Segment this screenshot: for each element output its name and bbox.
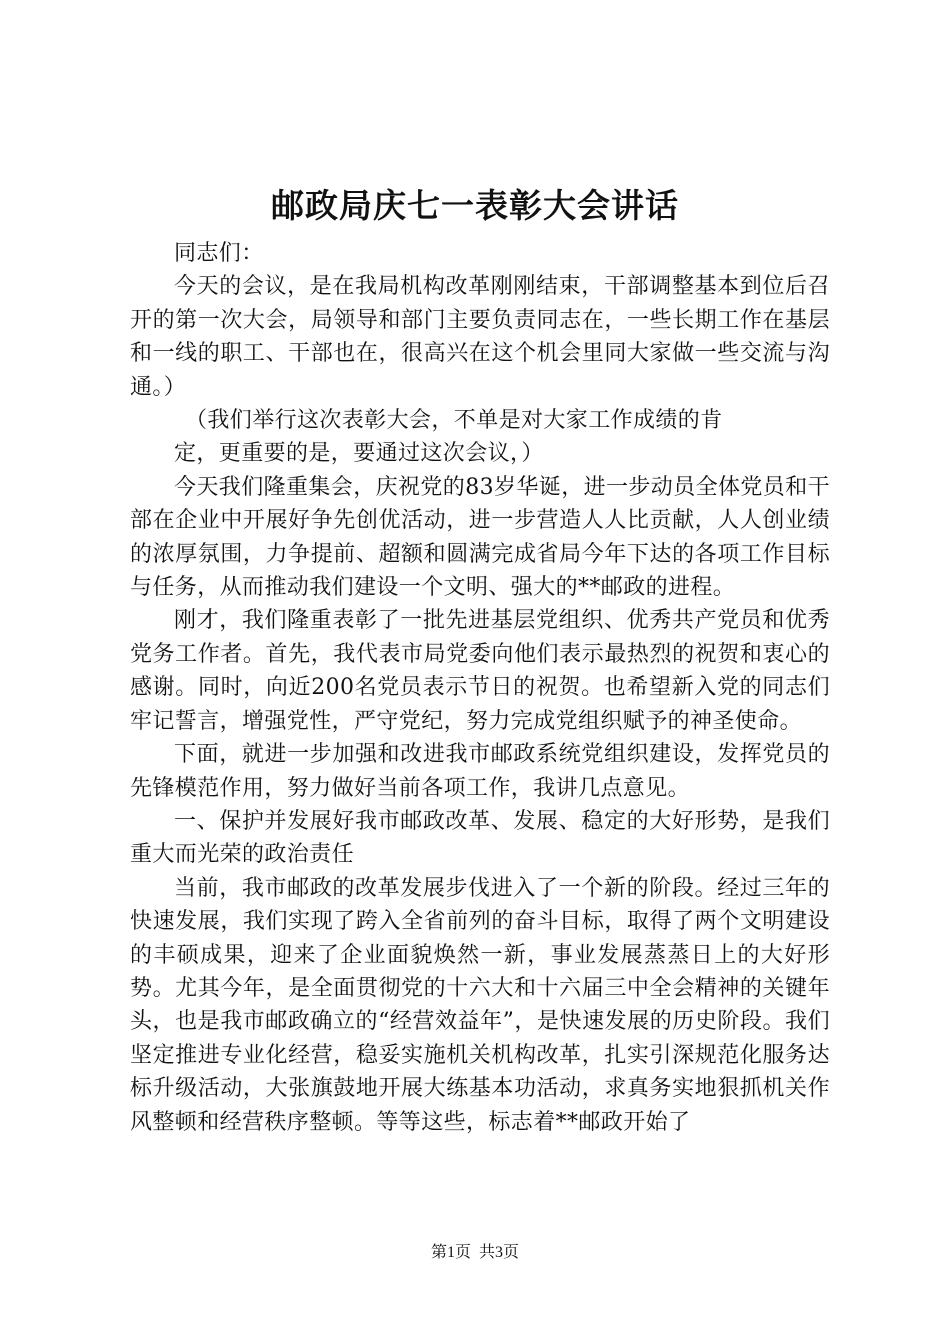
salutation-paragraph: 同志们： <box>174 241 264 266</box>
body-paragraph: 下面，就进一步加强和改进我市邮政系统党组织建设，发挥党员的先锋模范作用，努力做好当前各项工作，我讲几点意见。 <box>130 742 830 801</box>
parenthetical-continuation: 定，更重要的是，要通过这次会议，） <box>174 441 544 467</box>
page-total: 共3页 <box>479 1244 520 1261</box>
section-heading: 一、保护并发展好我市邮政改革、发展、稳定的大好形势，是我们重大而光荣的政治责任 <box>130 808 830 868</box>
document-title: 邮政局庆七一表彰大会讲话 <box>271 186 679 225</box>
parenthetical-text: （我们举行这次表彰大会，不单是对大家工作成绩的肯 <box>185 408 723 434</box>
body-paragraph: 当前，我市邮政的改革发展步伐进入了一个新的阶段。经过三年的快速发展，我们实现了跨入全省前列的奋斗目标，取得了两个文明建设的丰硕成果，迎来了企业面貌焕然一新，事业发展蒸蒸日上的大好形势。尤其今年，是全面贯彻党的十六大和十六届三中全会精神的关键年头，也是我市邮政确立的“经营效益年”，是快速发展的历史阶段。我们坚定推进专业化经营，稳妥实施机关机构改革，扎实引深规范化服务达标升级活动，大张旗鼓地开展大练基本功活动，求真务实地狠抓机关作风整顿和经营秩序整顿。等等这些，标志着**邮政开始了 <box>130 875 830 1135</box>
body-paragraph: 今天我们隆重集会，庆祝党的83岁华诞，进一步动员全体党员和干部在企业中开展好争先创优活动，进一步营造人人比贡献，人人创业绩的浓厚氛围，力争提前、超额和圆满完成省局今年下达的各项工作目标与任务，从而推动我们建设一个文明、强大的**邮政的进程。 <box>130 474 830 601</box>
body-paragraph: 刚才，我们隆重表彰了一批先进基层党组织、优秀共产党员和优秀党务工作者。首先，我代表市局党委向他们表示最热烈的祝贺和衷心的感谢。同时，向近200名党员表示节日的祝贺。也希望新入党的同志们牢记誓言，增强党性，严守党纪，努力完成党组织赋予的神圣使命。 <box>130 608 830 734</box>
page-number: 第1页 <box>430 1244 471 1261</box>
parenthetical-line <box>130 404 830 437</box>
body-paragraph: 今天的会议，是在我局机构改革刚刚结束，干部调整基本到位后召开的第一次大会，局领导和部门主要负责同志在，一些长期工作在基层和一线的职工、干部也在，很高兴在这个机会里同大家做一些交流与沟通。） <box>130 274 830 400</box>
page-footer <box>0 1243 950 1263</box>
document-body <box>130 237 830 1139</box>
